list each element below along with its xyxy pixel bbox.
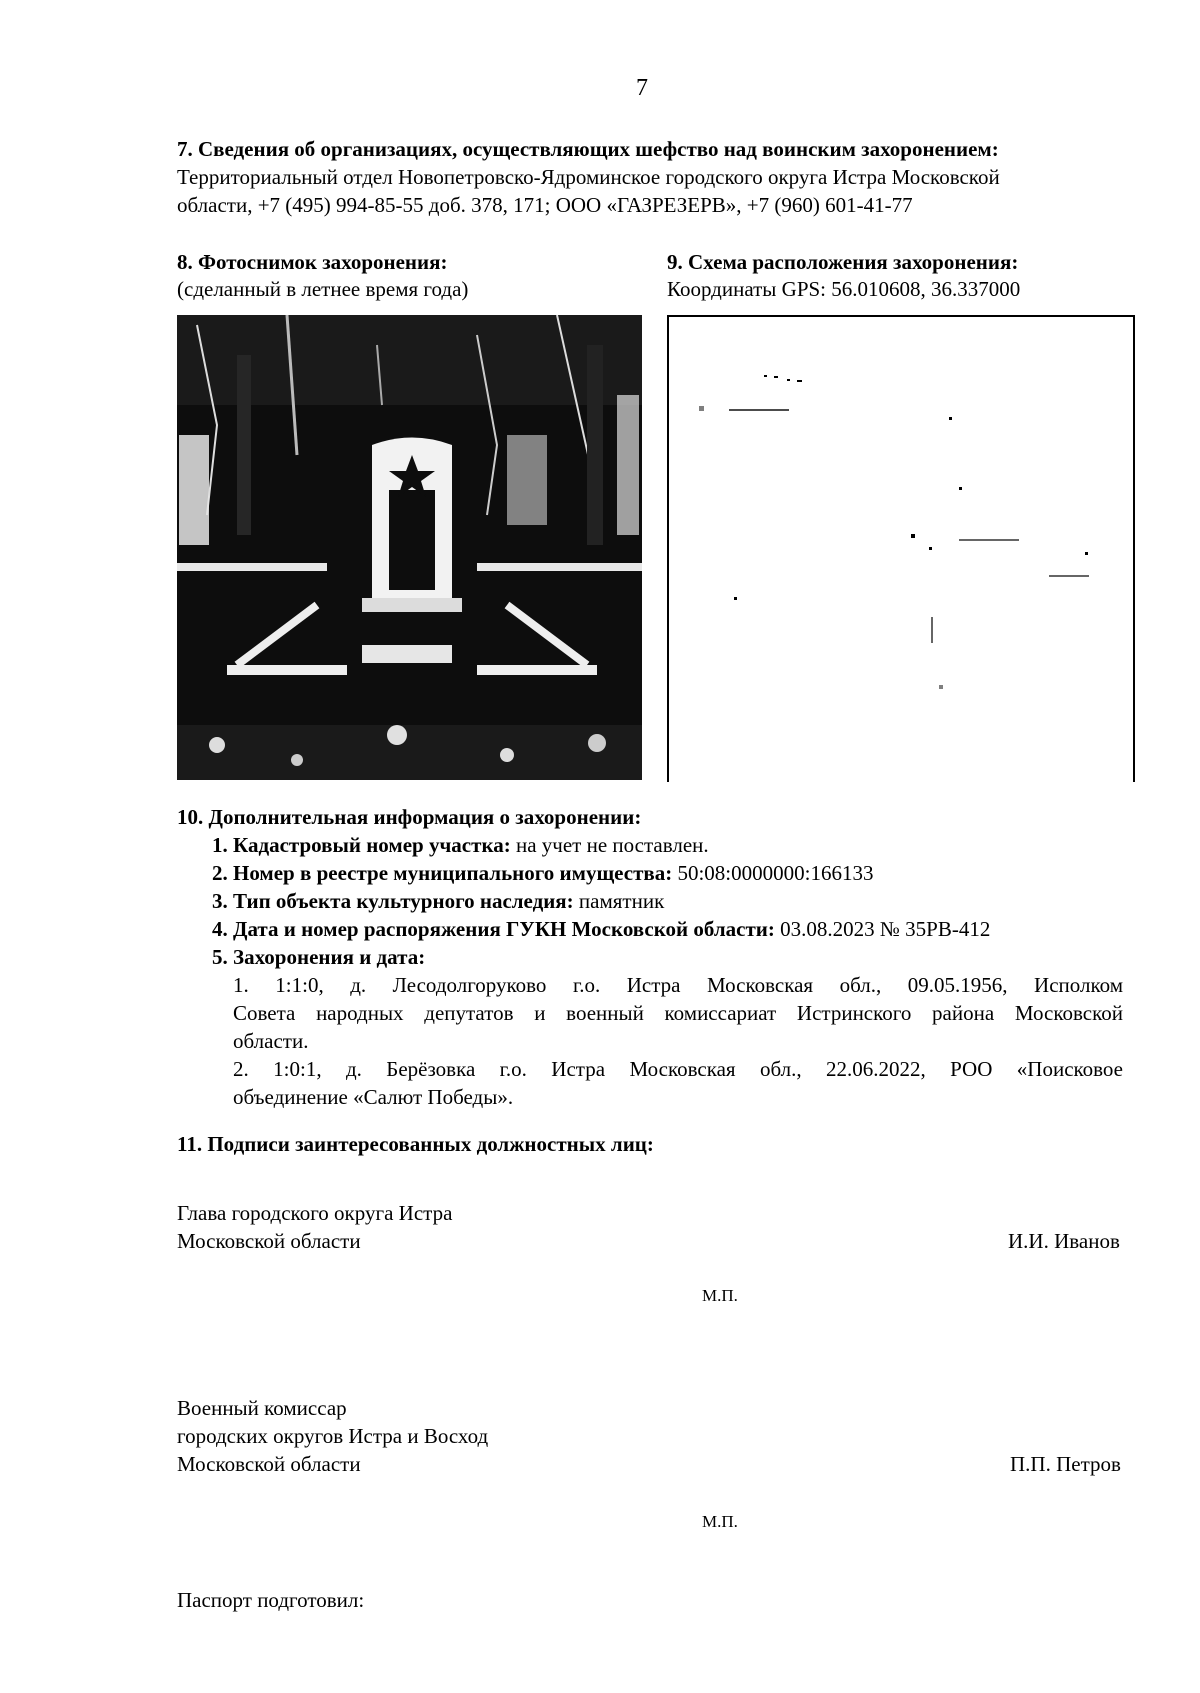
item-label: 1. Кадастровый номер участка: (212, 833, 511, 857)
item-label: 5. Захоронения и дата: (212, 945, 426, 969)
signature-1-title-line1: Глава городского округа Истра (177, 1201, 453, 1225)
signature-2-title-line3: Московской области (177, 1452, 361, 1476)
burial-1-line1: 1. 1:1:0, д. Лесодолгоруково г.о. Истра Московская обл., 09.05.1956, Исполком (233, 973, 1123, 997)
section8-heading: 8. Фотоснимок захоронения: (177, 250, 448, 274)
item-value: 03.08.2023 № 35РВ-412 (774, 917, 991, 941)
burial-1-line2: Совета народных депутатов и военный комиссариат Истринского района Московской (233, 1001, 1123, 1025)
signature-2-name: П.П. Петров (1010, 1452, 1121, 1476)
burial-photo (177, 315, 642, 780)
section11-heading: 11. Подписи заинтересованных должностных лиц: (177, 1132, 654, 1156)
signature-1-title-line2: Московской области (177, 1229, 361, 1253)
section10-item-2 (212, 860, 873, 887)
item-label: 4. Дата и номер распоряжения ГУКН Московской области: (212, 917, 775, 941)
signature-2-stamp: М.П. (702, 1512, 738, 1531)
section7-line2: области, +7 (495) 994-85-55 доб. 378, 171; ООО «ГАЗРЕЗЕРВ», +7 (960) 601-41-77 (177, 193, 913, 217)
signature-2-title-line2: городских округов Истра и Восход (177, 1424, 489, 1448)
item-value: 50:08:0000000:166133 (672, 861, 874, 885)
signature-2-title-line1: Военный комиссар (177, 1396, 347, 1420)
burial-2-line1: 2. 1:0:1, д. Берёзовка г.о. Истра Московская обл., 22.06.2022, РОО «Поисковое (233, 1057, 1123, 1081)
section10-heading: 10. Дополнительная информация о захоронении: (177, 805, 642, 829)
signature-1-stamp: М.П. (702, 1286, 738, 1305)
burial-1-line3: области. (233, 1029, 309, 1053)
section10-item-5 (212, 944, 425, 971)
item-label: 2. Номер в реестре муниципального имущества: (212, 861, 673, 885)
section10-item-1 (212, 832, 709, 859)
section9-coordinates: Координаты GPS: 56.010608, 36.337000 (667, 277, 1021, 301)
item-value: памятник (573, 889, 665, 913)
location-scheme-map (667, 315, 1135, 782)
page-number: 7 (636, 75, 648, 101)
section7-heading: 7. Сведения об организациях, осуществляющих шефство над воинским захоронением: (177, 137, 999, 161)
section8-subheading: (сделанный в летнее время года) (177, 277, 469, 301)
prepared-by-label: Паспорт подготовил: (177, 1588, 365, 1612)
item-label: 3. Тип объекта культурного наследия: (212, 889, 574, 913)
section7-line1: Территориальный отдел Новопетровско-Ядроминское городского округа Истра Московской (177, 165, 1000, 189)
section10-item-4 (212, 916, 990, 943)
section10-item-3 (212, 888, 664, 915)
burial-2-line2: объединение «Салют Победы». (233, 1085, 514, 1109)
item-value: на учет не поставлен. (510, 833, 709, 857)
monument-photo-image (177, 315, 642, 780)
section9-heading: 9. Схема расположения захоронения: (667, 250, 1019, 274)
map-image (669, 317, 1133, 782)
signature-1-name: И.И. Иванов (1008, 1229, 1120, 1253)
